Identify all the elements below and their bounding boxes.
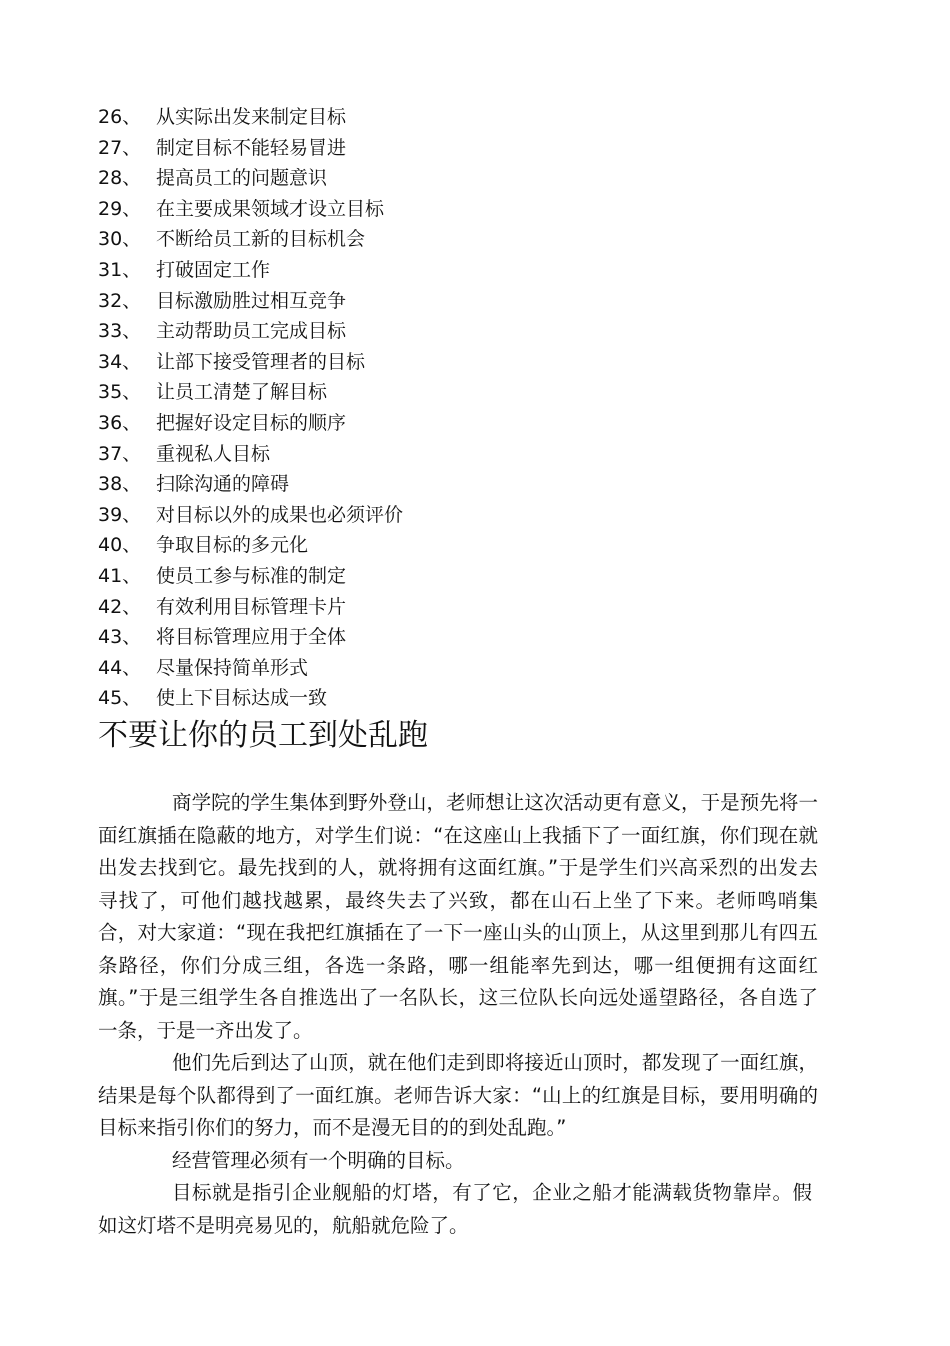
list-item-number: 38、 <box>98 473 142 496</box>
list-item <box>98 133 403 164</box>
list-item <box>98 500 403 531</box>
list-item <box>98 194 403 225</box>
list-item-number: 28、 <box>98 167 142 190</box>
list-item-text: 主动帮助员工完成目标 <box>156 320 347 343</box>
list-item <box>98 561 403 592</box>
list-item <box>98 347 403 378</box>
list-item <box>98 592 403 623</box>
list-item-number: 26、 <box>98 106 142 128</box>
list-item <box>98 377 403 408</box>
list-item-number: 34、 <box>98 350 142 373</box>
list-item-text: 从实际出发来制定目标 <box>156 106 347 128</box>
list-item-text: 有效利用目标管理卡片 <box>156 595 347 618</box>
list-item-text: 重视私人目标 <box>156 442 271 465</box>
list-item-number: 36、 <box>98 411 142 434</box>
list-item-text: 制定目标不能轻易冒进 <box>156 136 347 159</box>
list-item-number: 44、 <box>98 656 142 679</box>
list-item <box>98 469 403 500</box>
list-item-number: 33、 <box>98 320 142 343</box>
list-item-text: 提高员工的问题意识 <box>156 167 328 190</box>
list-item-number: 39、 <box>98 503 142 526</box>
list-item <box>98 622 403 653</box>
list-item-number: 43、 <box>98 626 142 649</box>
story-body <box>98 787 818 1242</box>
list-item-text: 把握好设定目标的顺序 <box>156 411 347 434</box>
list-item-text: 对目标以外的成果也必须评价 <box>156 503 404 526</box>
list-item <box>98 255 403 286</box>
list-item <box>98 224 403 255</box>
list-item-text: 使上下目标达成一致 <box>156 687 328 710</box>
list-item-number: 40、 <box>98 534 142 557</box>
list-item <box>98 408 403 439</box>
list-item <box>98 530 403 561</box>
list-item-text: 目标激励胜过相互竞争 <box>156 289 347 312</box>
list-item-text: 在主要成果领域才设立目标 <box>156 197 385 220</box>
list-item-number: 37、 <box>98 442 142 465</box>
list-item-number: 27、 <box>98 136 142 159</box>
story-paragraph: 商学院的学生集体到野外登山，老师想让这次活动更有意义，于是预先将一面红旗插在隐蔽的地方，对学生们说：“在这座山上我插下了一面红旗，你们现在就出发去找到它。最先找到的人，就将拥有这面红旗。”于是学生们兴高采烈的出发去寻找了，可他们越找越累，最终失去了兴致，都在山石上坐了下来。老师鸣哨集合，对大家道：“现在我把红旗插在了一下一座山头的山顶上，从这里到那儿有四五条路径，你们分成三组，各选一条路，哪一组能率先到达，哪一组便拥有这面红旗。”于是三组学生各自推选出了一名队长，这三位队长向远处遥望路径，各自选了一条，于是一齐出发了。 <box>98 791 818 1042</box>
list-item <box>98 316 403 347</box>
list-item-number: 41、 <box>98 564 142 587</box>
list-item <box>98 163 403 194</box>
list-item <box>98 102 403 133</box>
list-item-number: 30、 <box>98 228 142 251</box>
list-item-number: 45、 <box>98 687 142 710</box>
story-title: 不要让你的员工到处乱跑 <box>98 718 428 753</box>
list-item-text: 让部下接受管理者的目标 <box>156 350 366 373</box>
list-item-text: 将目标管理应用于全体 <box>156 626 347 649</box>
list-item-text: 不断给员工新的目标机会 <box>156 228 366 251</box>
list-item-number: 42、 <box>98 595 142 618</box>
list-item-text: 使员工参与标准的制定 <box>156 564 347 587</box>
list-item <box>98 653 403 684</box>
list-item-number: 31、 <box>98 258 142 281</box>
list-item-number: 32、 <box>98 289 142 312</box>
list-item-text: 尽量保持简单形式 <box>156 656 309 679</box>
list-item-number: 35、 <box>98 381 142 404</box>
story-paragraph: 他们先后到达了山顶，就在他们走到即将接近山顶时，都发现了一面红旗，结果是每个队都得到了一面红旗。老师告诉大家：“山上的红旗是目标，要用明确的目标来指引你们的努力，而不是漫无目的的到处乱跑。” <box>98 1051 818 1139</box>
list-item <box>98 439 403 470</box>
list-item <box>98 683 403 714</box>
list-item-text: 争取目标的多元化 <box>156 534 309 557</box>
list-item-text: 扫除沟通的障碍 <box>156 473 290 496</box>
numbered-list <box>98 102 403 714</box>
story-paragraph: 目标就是指引企业舰船的灯塔，有了它，企业之船才能满载货物靠岸。假如这灯塔不是明亮易见的，航船就危险了。 <box>98 1181 812 1237</box>
list-item-number: 29、 <box>98 197 142 220</box>
list-item-text: 让员工清楚了解目标 <box>156 381 328 404</box>
story-paragraph: 经营管理必须有一个明确的目标。 <box>172 1148 465 1172</box>
list-item <box>98 286 403 317</box>
list-item-text: 打破固定工作 <box>156 258 271 281</box>
